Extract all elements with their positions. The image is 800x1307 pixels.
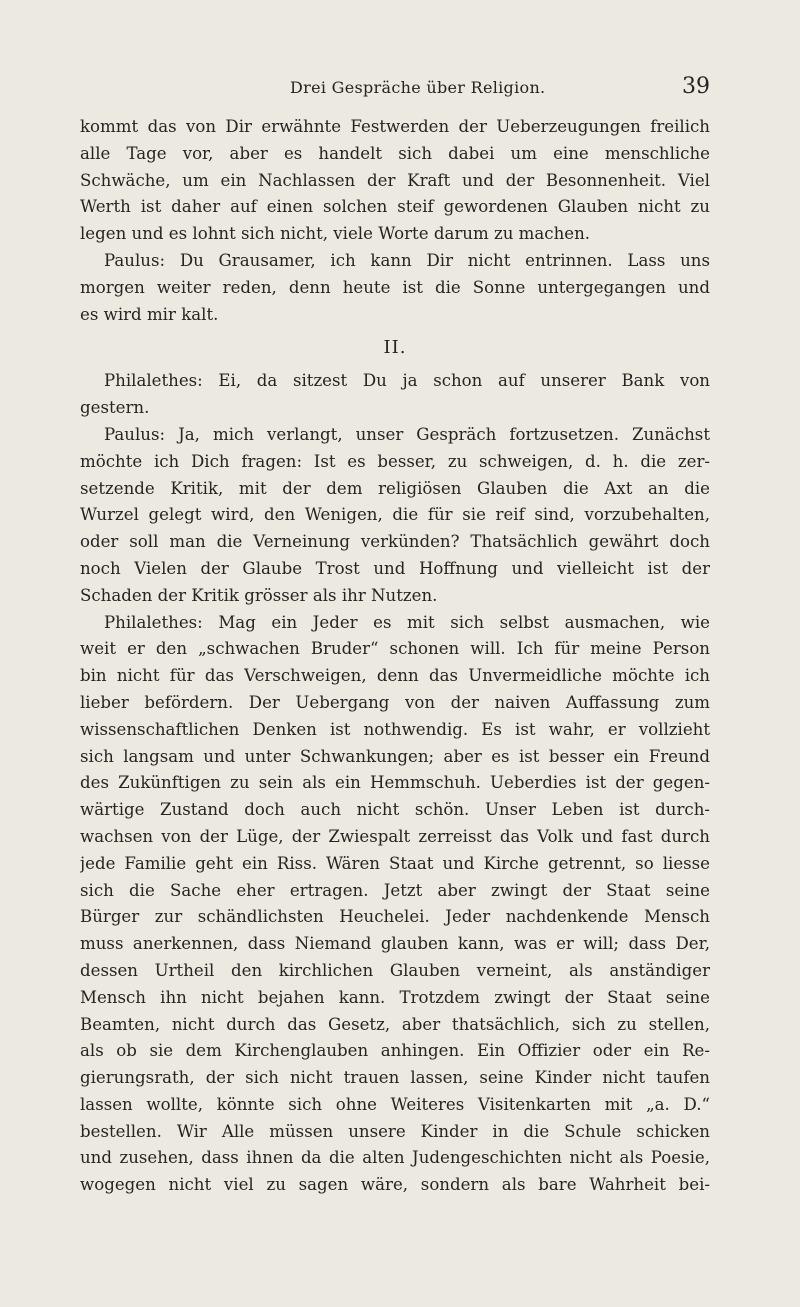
body-text bbox=[80, 114, 710, 1199]
text-line: oder soll man die Verneinung verkünden? Thatsächlich gewährt doch bbox=[80, 532, 710, 552]
text-line: Beamten, nicht durch das Gesetz, aber thatsächlich, sich zu stellen, bbox=[80, 1014, 710, 1034]
text-line: bestellen. Wir Alle müssen unsere Kinder in die Schule schicken bbox=[80, 1121, 710, 1141]
text-line: jede Familie geht ein Riss. Wären Staat und Kirche getrennt, so liesse bbox=[80, 853, 710, 873]
text-line: gierungsrath, der sich nicht trauen lassen, seine Kinder nicht taufen bbox=[80, 1068, 710, 1088]
text-line: wachsen von der Lüge, der Zwiespalt zerreisst das Volk und fast durch bbox=[80, 826, 710, 846]
text-line: Wurzel gelegt wird, den Wenigen, die für sie reif sind, vorzubehalten, bbox=[80, 505, 710, 525]
section-heading: II. bbox=[383, 337, 407, 359]
text-line: wärtige Zustand doch auch nicht schön. Unser Leben ist durch- bbox=[80, 800, 710, 820]
text-line: wissenschaftlichen Denken ist nothwendig. Es ist wahr, er vollzieht bbox=[80, 719, 710, 739]
text-line: dessen Urtheil den kirchlichen Glauben verneint, als anständiger bbox=[80, 960, 710, 980]
text-line: lieber befördern. Der Uebergang von der naiven Auffassung zum bbox=[80, 692, 710, 712]
text-line: bin nicht für das Verschweigen, denn das Unvermeidliche möchte ich bbox=[80, 666, 710, 686]
text-line: morgen weiter reden, denn heute ist die Sonne untergegangen und bbox=[80, 277, 710, 297]
text-line: noch Vielen der Glaube Trost und Hoffnung und vielleicht ist der bbox=[80, 558, 710, 578]
text-line: Mensch ihn nicht bejahen kann. Trotzdem zwingt der Staat seine bbox=[80, 987, 710, 1007]
text-line: Werth ist daher auf einen solchen steif gewordenen Glauben nicht zu bbox=[80, 197, 710, 217]
text-line: legen und es lohnt sich nicht, viele Worte darum zu machen. bbox=[80, 224, 591, 244]
text-line: Paulus: Du Grausamer, ich kann Dir nicht entrinnen. Lass uns bbox=[104, 250, 710, 270]
page-header bbox=[80, 74, 710, 104]
text-line: weit er den „schwachen Bruder“ schonen will. Ich für meine Person bbox=[80, 639, 710, 659]
text-line: es wird mir kalt. bbox=[80, 304, 219, 324]
text-line: lassen wollte, könnte sich ohne Weiteres Visitenkarten mit „a. D.“ bbox=[80, 1094, 710, 1114]
paragraph bbox=[80, 610, 710, 1200]
page-number: 39 bbox=[682, 74, 710, 99]
text-line: des Zukünftigen zu sein als ein Hemmschuh. Ueberdies ist der gegen- bbox=[80, 773, 710, 793]
text-line: als ob sie dem Kirchenglauben anhingen. Ein Offizier oder ein Re- bbox=[80, 1041, 710, 1061]
paragraph bbox=[80, 248, 710, 328]
text-line: und zusehen, dass ihnen da die alten Judengeschichten nicht als Poesie, bbox=[80, 1148, 710, 1168]
text-line: setzende Kritik, mit der dem religiösen Glauben die Axt an die bbox=[80, 478, 710, 498]
paragraph bbox=[80, 114, 710, 248]
text-line: Philalethes: Ei, da sitzest Du ja schon auf unserer Bank von bbox=[104, 371, 710, 391]
text-line: Paulus: Ja, mich verlangt, unser Gespräch fortzusetzen. Zunächst bbox=[104, 424, 710, 444]
text-line: Schaden der Kritik grösser als ihr Nutzen. bbox=[80, 585, 438, 605]
text-line: Schwäche, um ein Nachlassen der Kraft und der Besonnenheit. Viel bbox=[80, 170, 710, 190]
running-head: Drei Gespräche über Religion. bbox=[290, 78, 546, 97]
text-line: möchte ich Dich fragen: Ist es besser, zu schweigen, d. h. die zer- bbox=[80, 451, 710, 471]
text-line: alle Tage vor, aber es handelt sich dabei um eine menschliche bbox=[80, 143, 710, 163]
text-line: sich langsam und unter Schwankungen; aber es ist besser ein Freund bbox=[80, 746, 710, 766]
text-line: sich die Sache eher ertragen. Jetzt aber zwingt der Staat seine bbox=[80, 880, 710, 900]
text-line: gestern. bbox=[80, 398, 150, 418]
text-line: wogegen nicht viel zu sagen wäre, sondern als bare Wahrheit bei- bbox=[80, 1175, 710, 1195]
text-line: Bürger zur schändlichsten Heuchelei. Jeder nachdenkende Mensch bbox=[80, 907, 710, 927]
text-line: kommt das von Dir erwähnte Festwerden der Ueberzeugungen freilich bbox=[80, 117, 710, 136]
paragraph bbox=[80, 422, 710, 610]
text-line: muss anerkennen, dass Niemand glauben kann, was er will; dass Der, bbox=[80, 934, 710, 954]
text-line: Philalethes: Mag ein Jeder es mit sich selbst ausmachen, wie bbox=[104, 612, 710, 632]
paragraph bbox=[80, 368, 710, 422]
